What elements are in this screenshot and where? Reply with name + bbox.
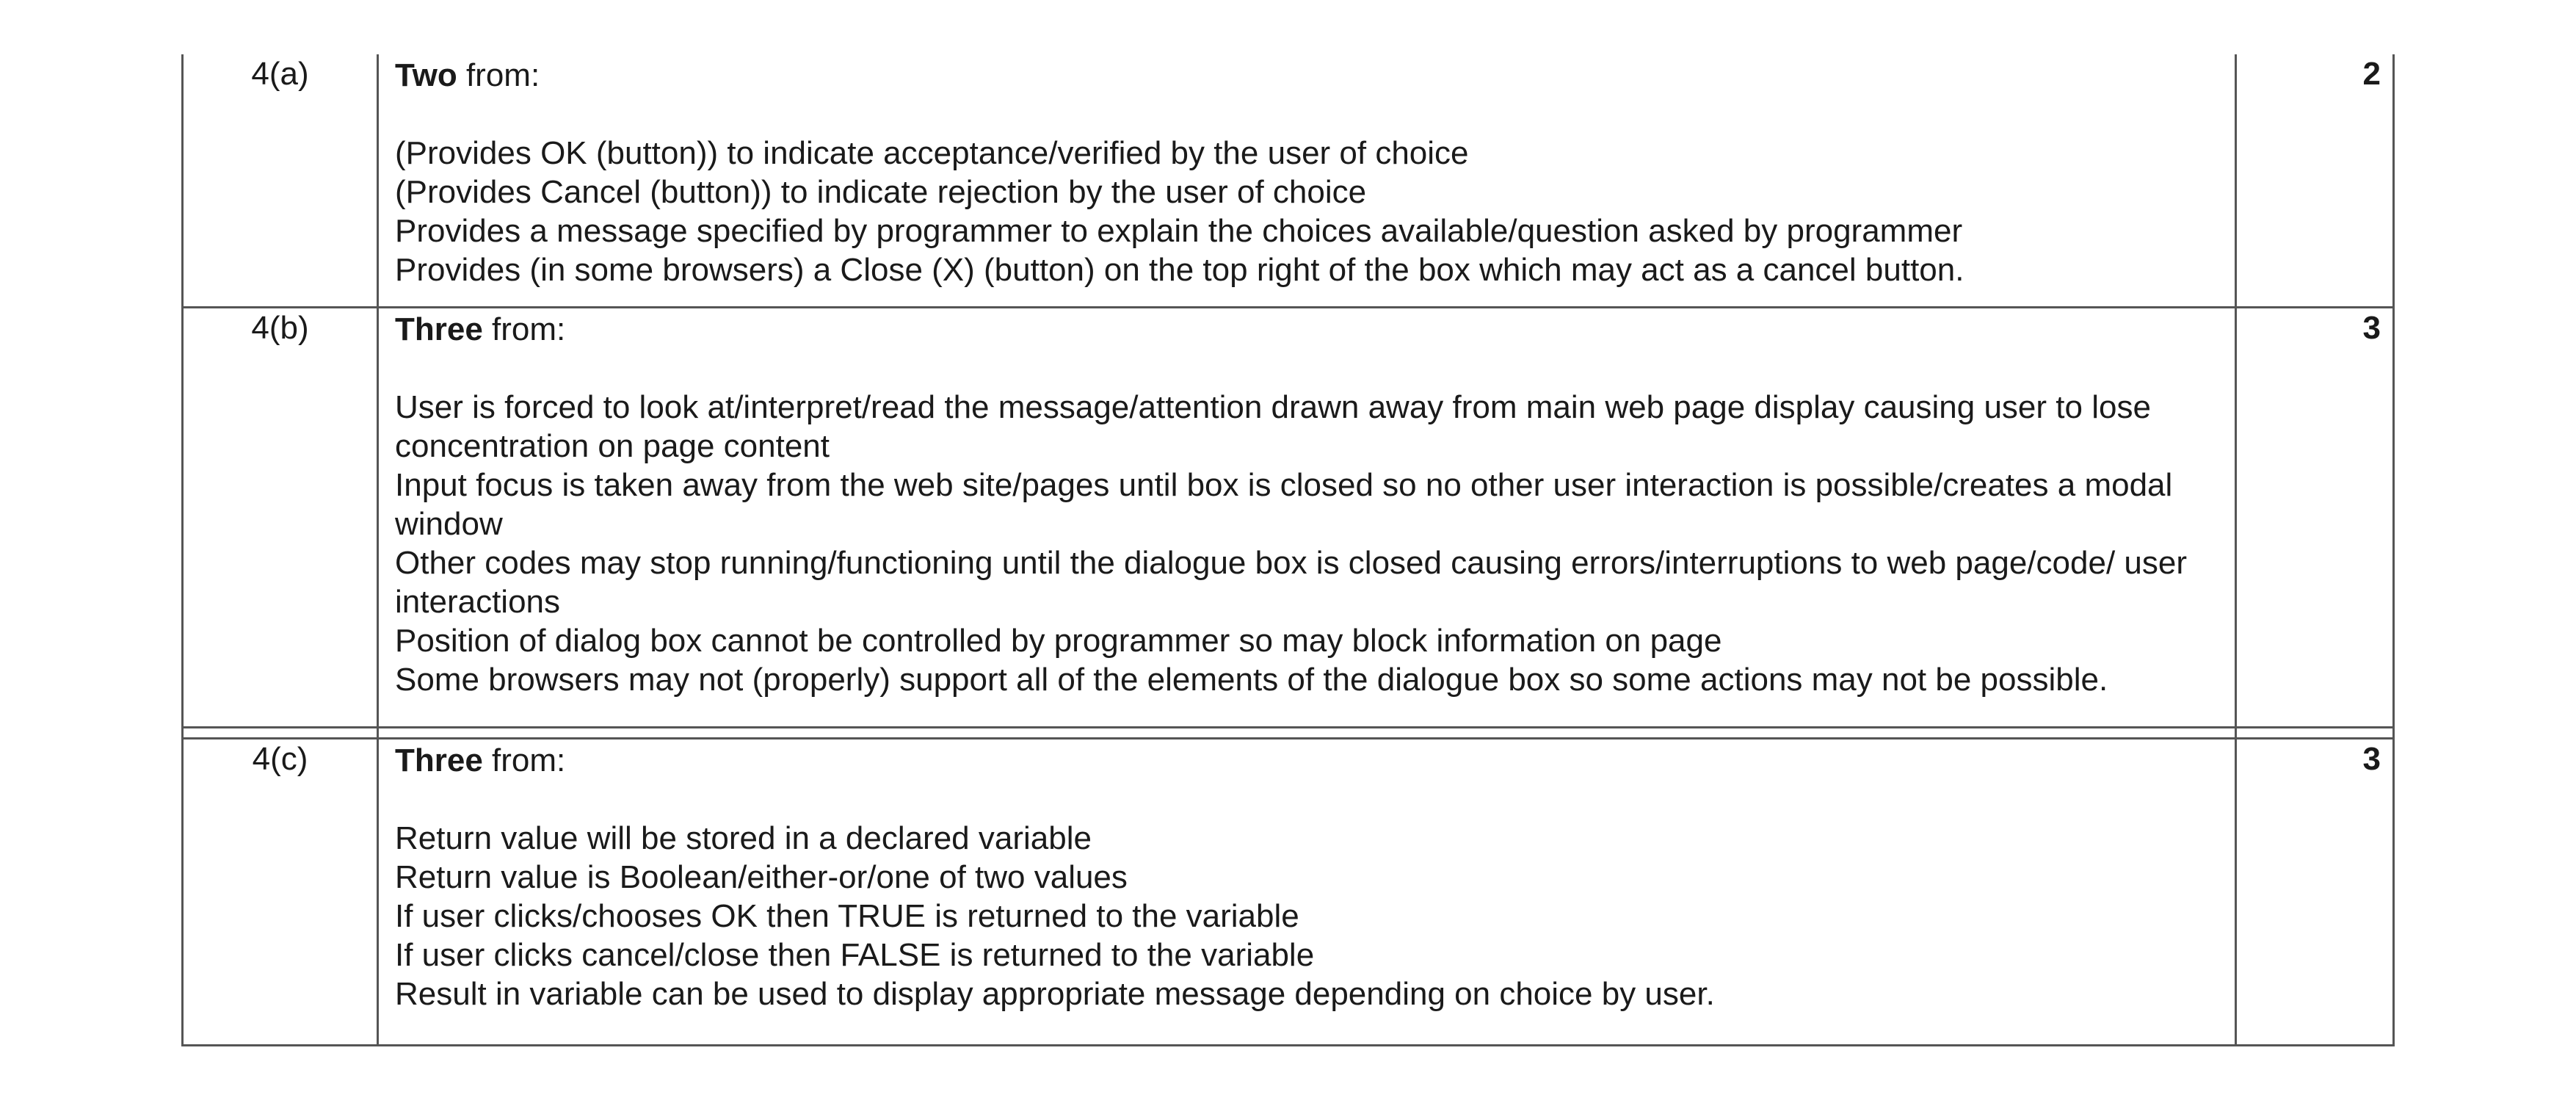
answer-line: Input focus is taken away from the web site/pages until box is closed so no other user interaction is possible/creates a modal window	[395, 467, 2173, 542]
answer-line: (Provides OK (button)) to indicate acceptance/verified by the user of choice	[395, 135, 1469, 171]
marks-value: 3	[2362, 741, 2381, 777]
answer-cell	[379, 308, 2237, 726]
intro-text: from:	[482, 311, 566, 347]
answer-line: Other codes may stop running/functioning until the dialogue box is closed causing errors/interruptions to web page/code/ user interactions	[395, 545, 2187, 620]
answer-cell	[379, 739, 2237, 1044]
answer-line: User is forced to look at/interpret/read the message/attention drawn away from main web page display causing user to lose concentration on page content	[395, 389, 2151, 464]
answer-line: (Provides Cancel (button)) to indicate rejection by the user of choice	[395, 174, 1367, 210]
answer-line: If user clicks/chooses OK then TRUE is returned to the variable	[395, 898, 1299, 934]
answer-line: Result in variable can be used to display appropriate message depending on choice by user.	[395, 976, 1715, 1012]
answer-line: Some browsers may not (properly) support all of the elements of the dialogue box so some actions may not be possible.	[395, 662, 2108, 698]
answer-line: Return value will be stored in a declared variable	[395, 820, 1092, 856]
intro-count: Two	[395, 57, 457, 93]
table-row	[184, 306, 2392, 726]
intro-text: from:	[482, 742, 566, 778]
answer-intro	[395, 56, 2220, 95]
question-number: 4(b)	[184, 308, 379, 726]
intro-count: Three	[395, 311, 483, 347]
answer-intro	[395, 741, 2220, 780]
marks-value: 3	[2362, 310, 2381, 346]
answer-line: If user clicks cancel/close then FALSE is returned to the variable	[395, 937, 1315, 973]
answer-line: Return value is Boolean/either-or/one of two values	[395, 859, 1128, 895]
table-row	[184, 54, 2392, 306]
mark-scheme-table	[181, 54, 2395, 1046]
intro-count: Three	[395, 742, 483, 778]
question-number: 4(c)	[184, 739, 379, 1044]
answer-intro	[395, 310, 2220, 349]
row-separator	[184, 726, 2392, 739]
question-number: 4(a)	[184, 54, 379, 306]
table-row	[184, 739, 2392, 1044]
answer-line: Provides a message specified by programmer to explain the choices available/question asked by programmer	[395, 213, 1963, 249]
marks-value: 2	[2362, 56, 2381, 92]
answer-cell	[379, 54, 2237, 306]
intro-text: from:	[457, 57, 540, 93]
answer-line: Provides (in some browsers) a Close (X) (button) on the top right of the box which may act as a cancel button.	[395, 252, 1964, 288]
answer-line: Position of dialog box cannot be controlled by programmer so may block information on page	[395, 623, 1722, 659]
